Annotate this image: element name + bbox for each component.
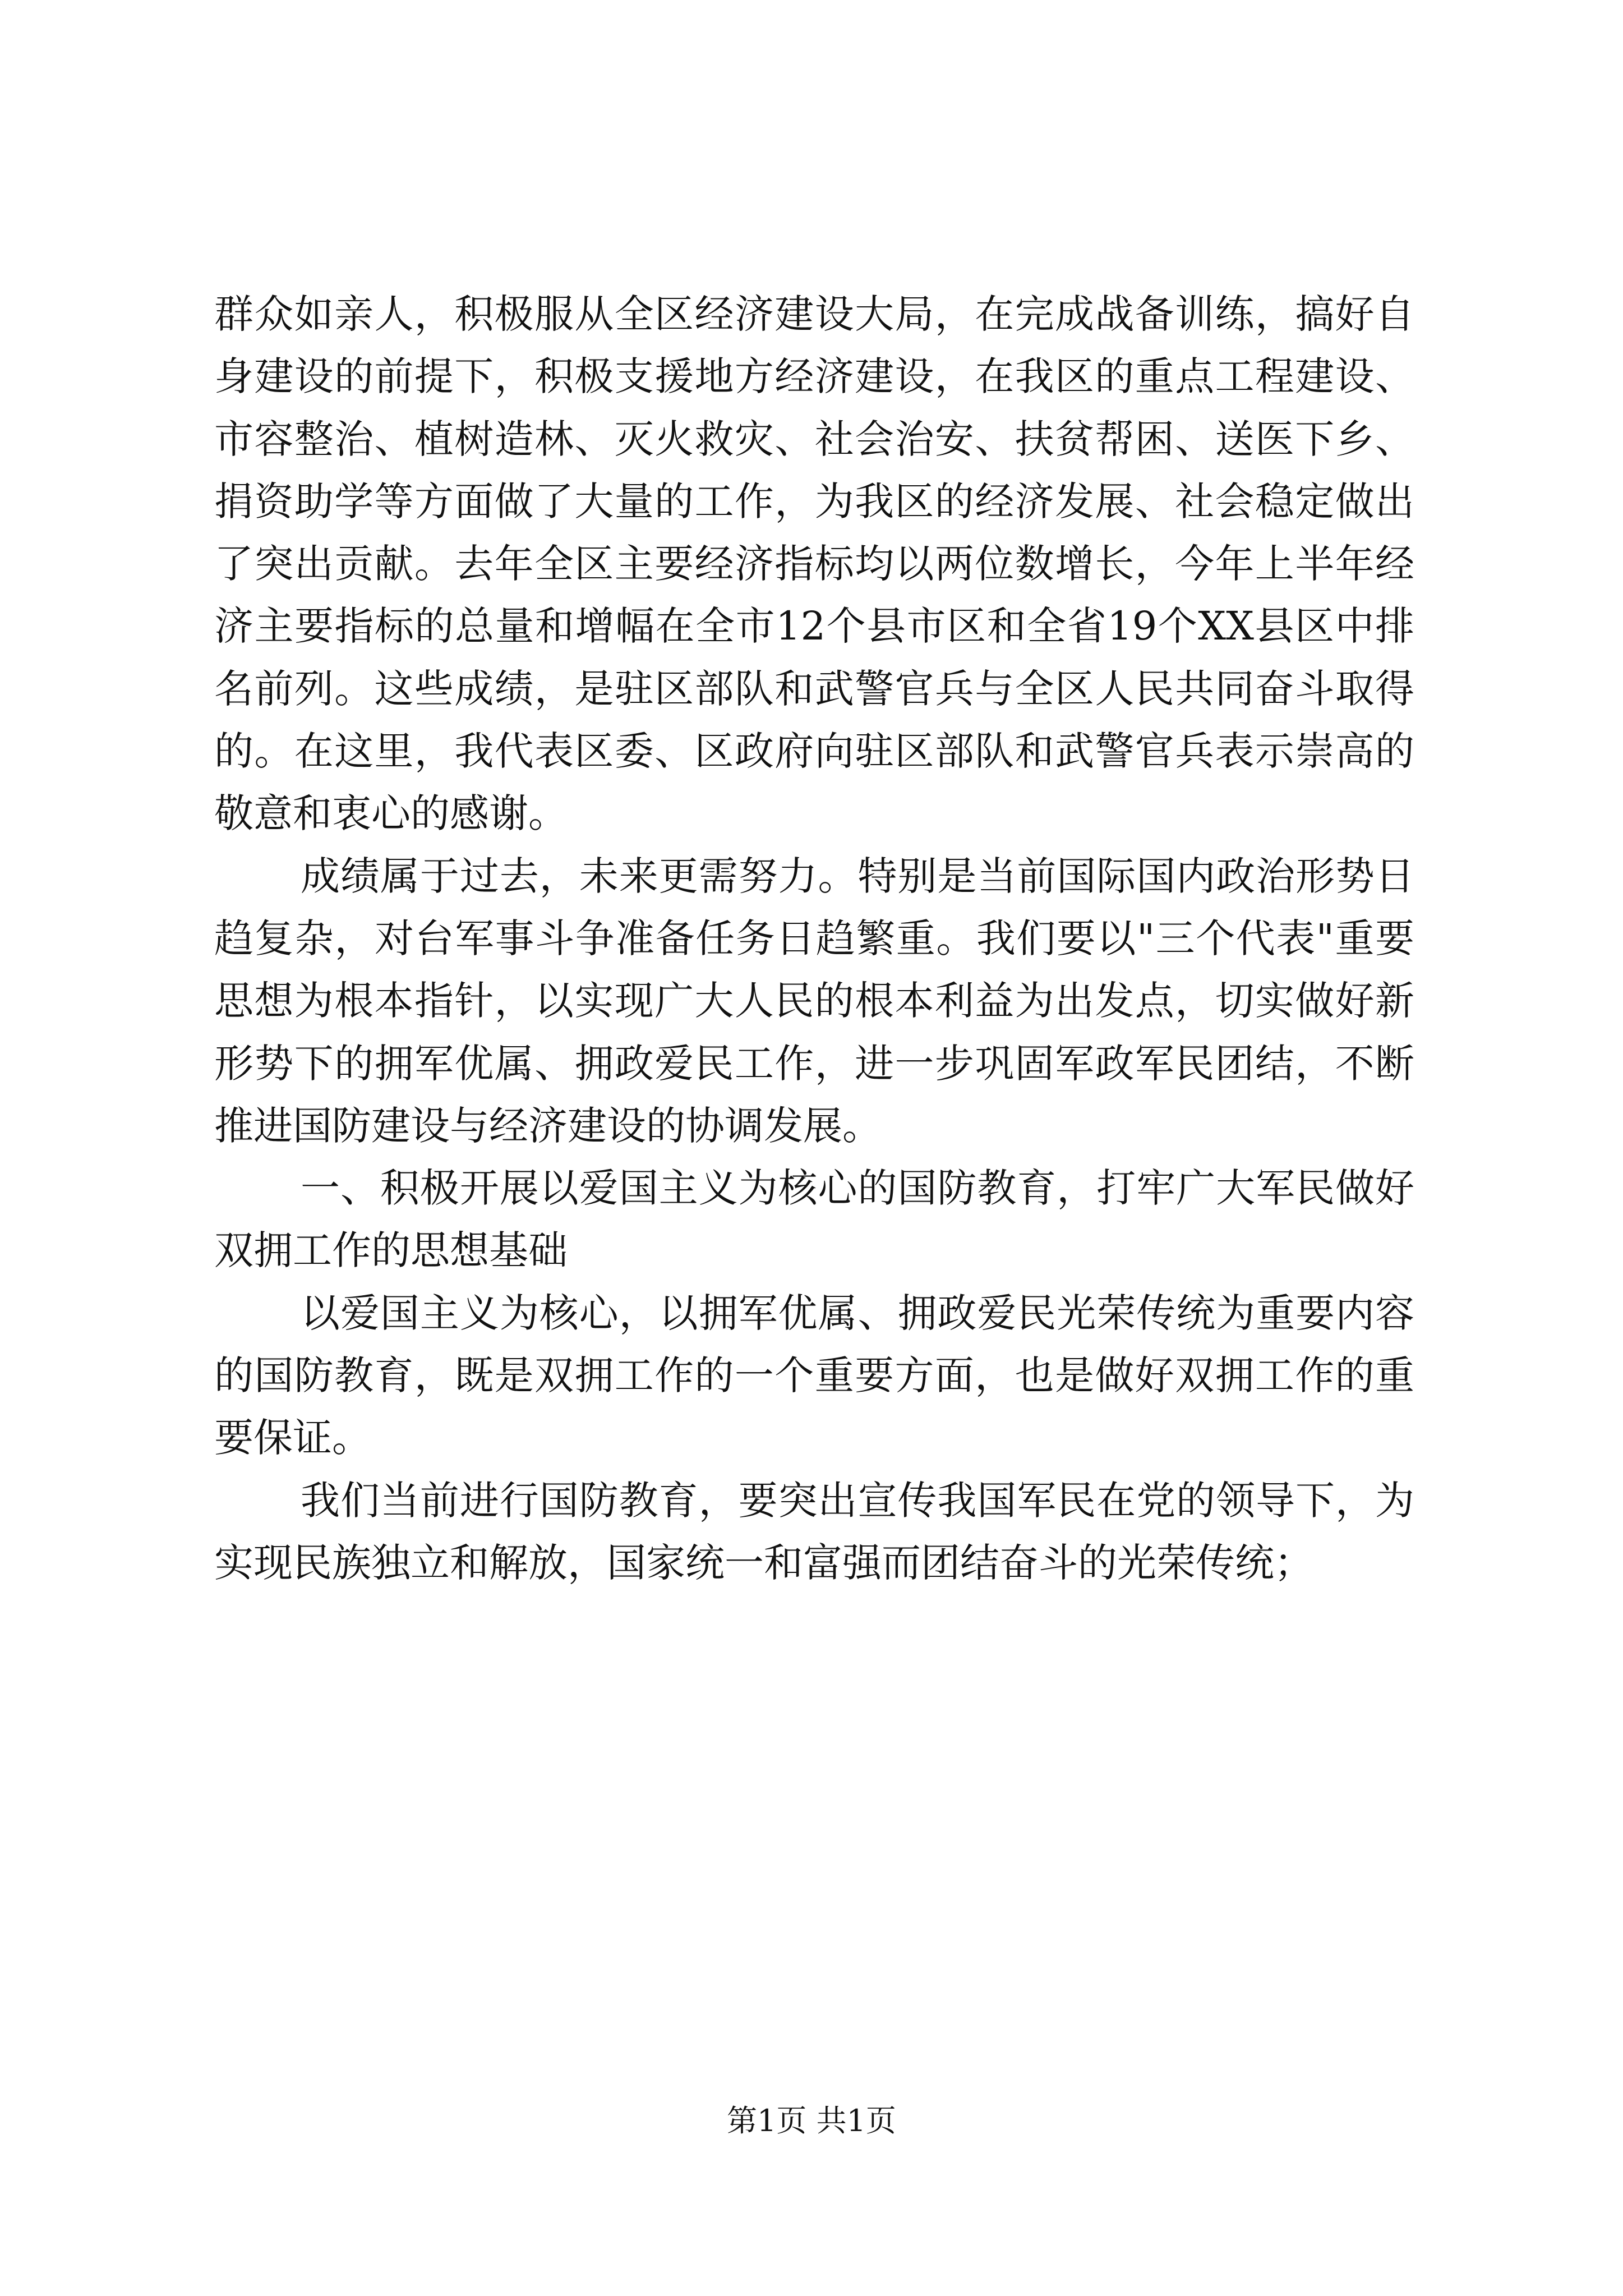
section-heading-1: 一、积极开展以爱国主义为核心的国防教育，打牢广大军民做好双拥工作的思想基础 <box>214 1165 1414 1274</box>
paragraph-2: 成绩属于过去，未来更需努力。特别是当前国际国内政治形势日趋复杂，对台军事斗争准备任务日趋繁重。我们要以"三个代表"重要思想为根本指针，以实现广大人民的根本利益为出发点，切实做好新形势下的拥军优属、拥政爱民工作，进一步巩固军政军民团结，不断推进国防建设与经济建设的协调发展。 <box>214 853 1414 1149</box>
paragraph-4: 我们当前进行国防教育，要突出宣传我国军民在党的领导下，为实现民族独立和解放，国家统一和富强而团结奋斗的光荣传统； <box>214 1477 1414 1586</box>
document-body <box>214 283 1414 1594</box>
page-number-footer: 第1页 共1页 <box>727 2103 896 2138</box>
paragraph-3: 以爱国主义为核心，以拥军优属、拥政爱民光荣传统为重要内容的国防教育，既是双拥工作的一个重要方面，也是做好双拥工作的重要保证。 <box>214 1290 1414 1461</box>
paragraph-1: 群众如亲人，积极服从全区经济建设大局，在完成战备训练，搞好自身建设的前提下，积极支援地方经济建设，在我区的重点工程建设、市容整治、植树造林、灭火救灾、社会治安、扶贫帮困、送医下乡、捐资助学等方面做了大量的工作，为我区的经济发展、社会稳定做出了突出贡献。去年全区主要经济指标均以两位数增长，今年上半年经济主要指标的总量和增幅在全市12个县市区和全省19个XX县区中排名前列。这些成绩，是驻区部队和武警官兵与全区人民共同奋斗取得的。在这里，我代表区委、区政府向驻区部队和武警官兵表示崇高的敬意和衷心的感谢。 <box>214 291 1414 837</box>
